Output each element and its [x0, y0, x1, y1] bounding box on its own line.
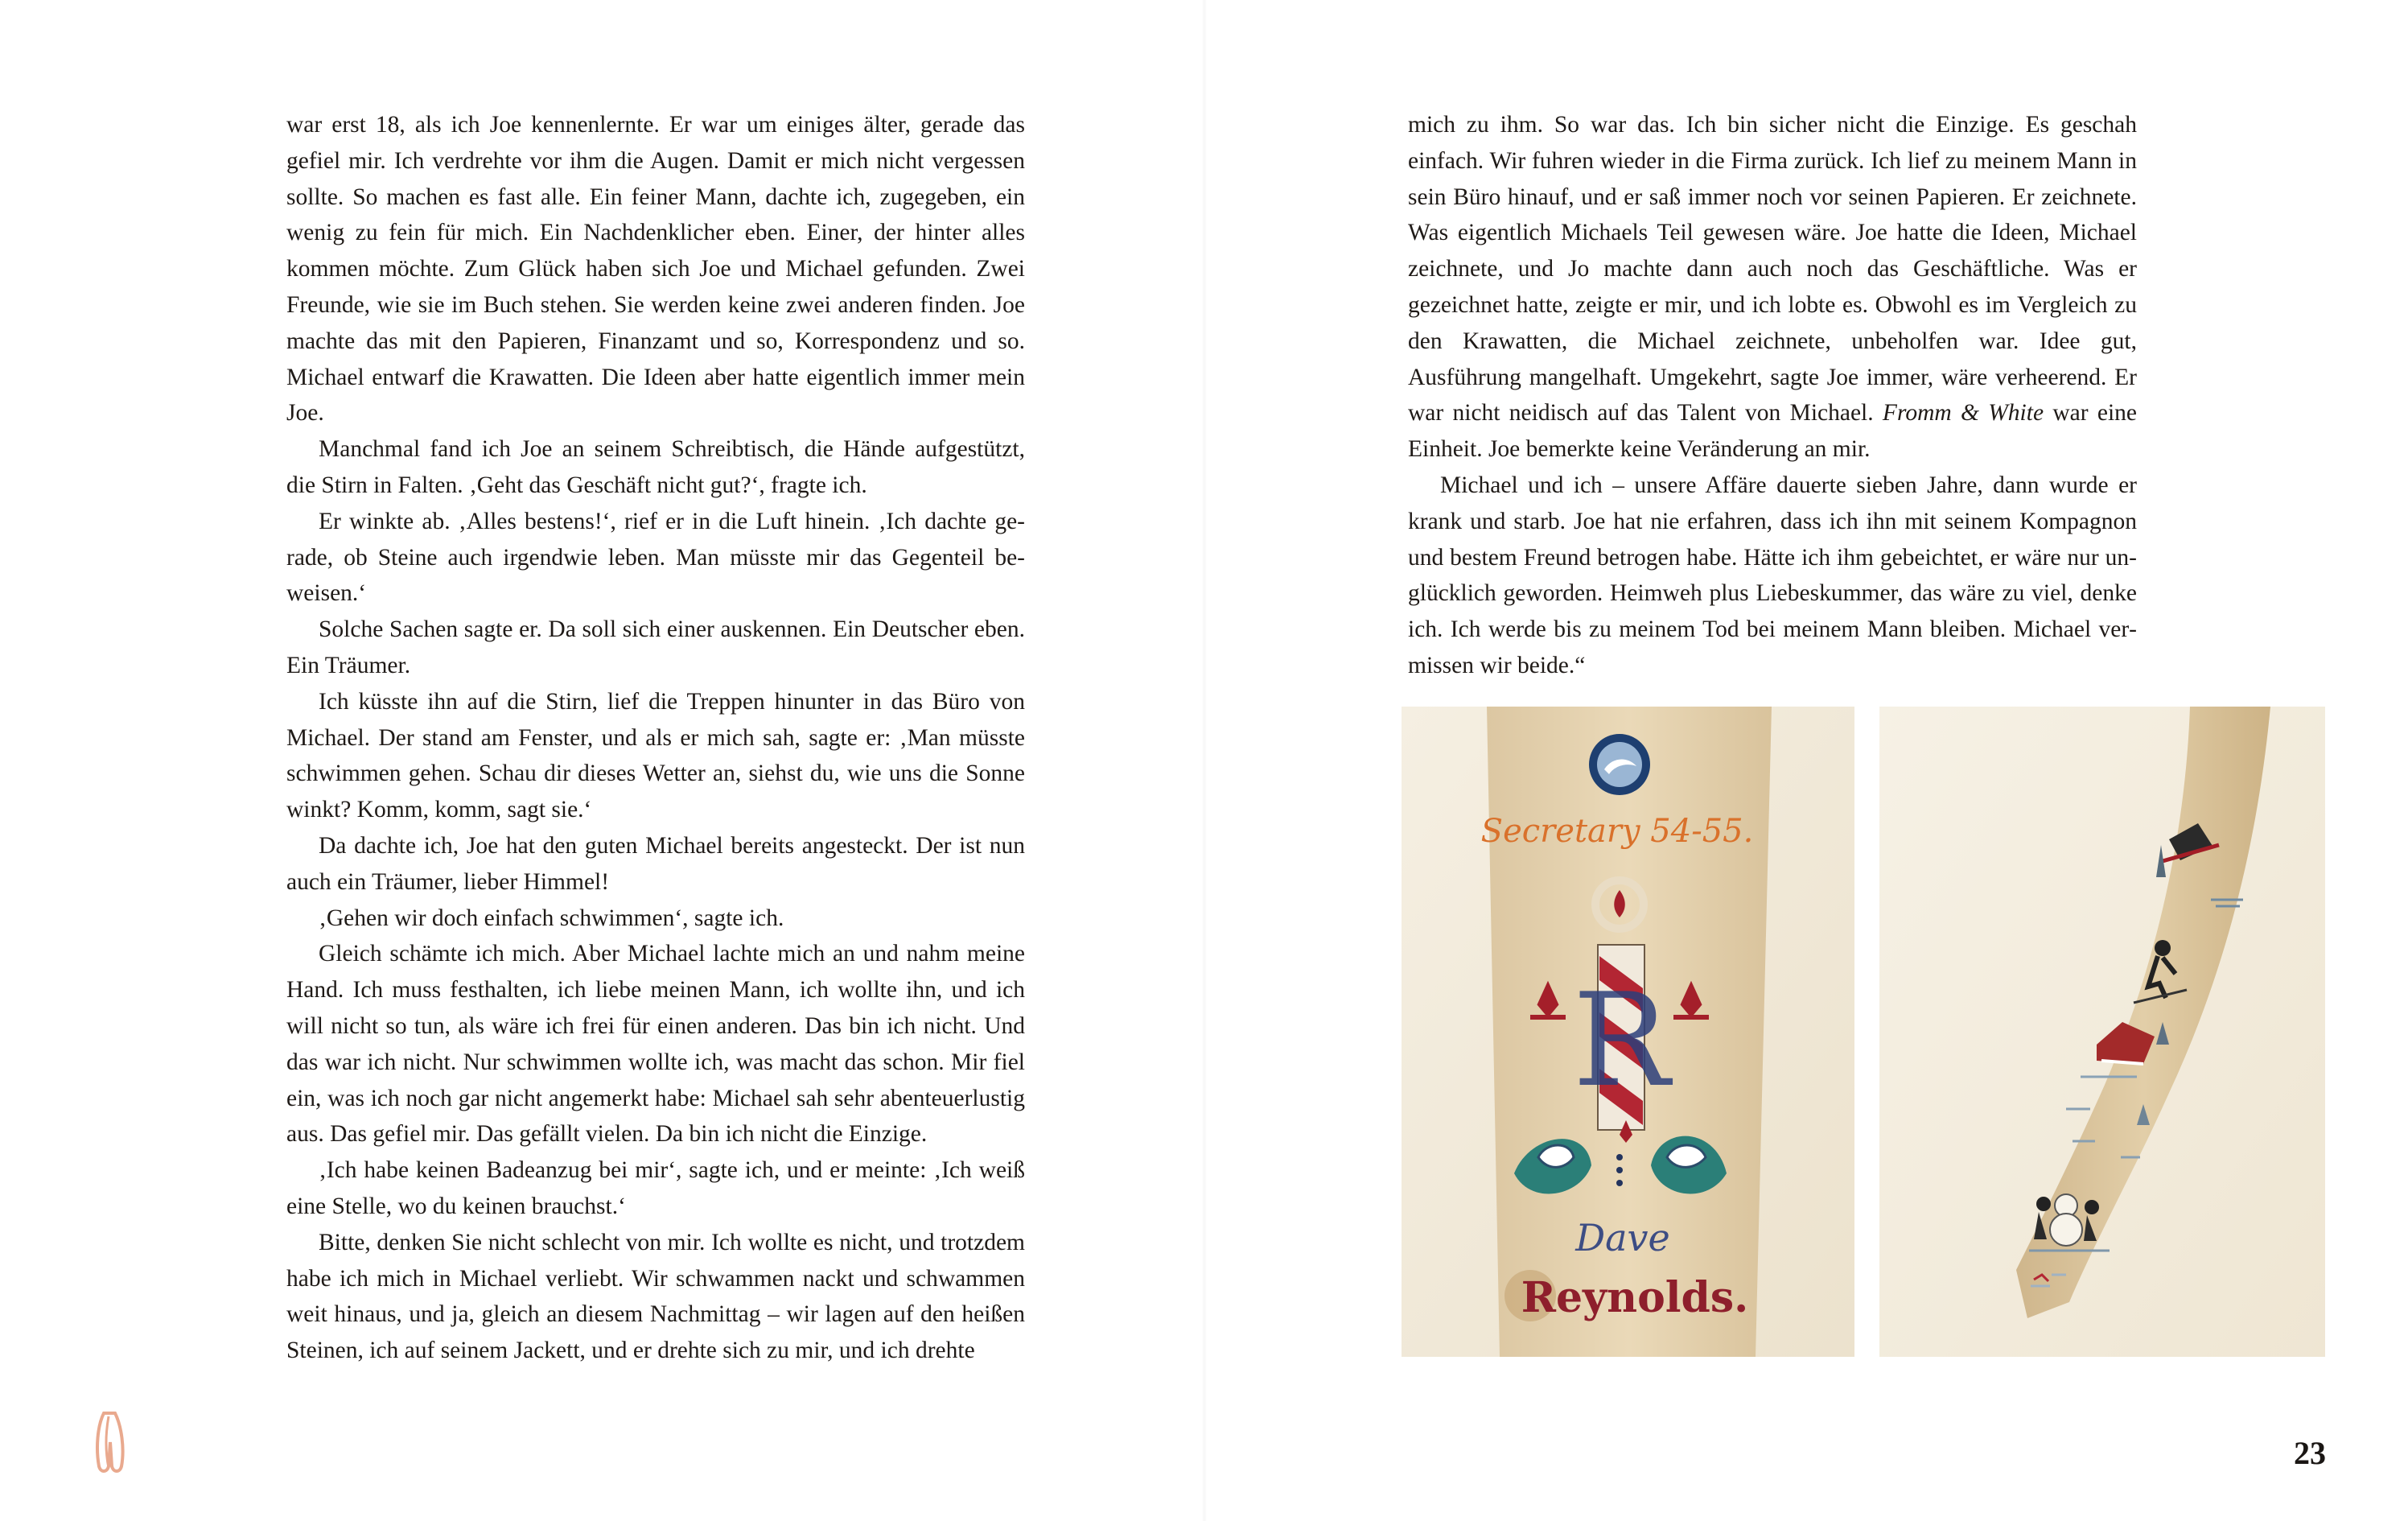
paragraph: Manchmal fand ich Joe an seinem Schreibtisch, die Hände aufgestützt, die Stirn in Falten. ‚Geht das Geschäft nicht gut?‘, fragte ich.	[286, 436, 1025, 498]
paragraph: Michael und ich – unsere Affäre dauerte sieben Jahre, dann wurde er krank und starb. Joe hat nie erfahren, dass ich ihn mit seinem Kompagnon und bestem Freund betrogen habe. Hätte ich ihm gebeichtet, er wäre nur unglücklich geworden. Heimweh plus Liebeskummer, das wäre zu viel, denke ich. Ich werde bis zu meinem Tod bei meinem Mann bleiben. Michael vermissen wir beide.“	[1408, 472, 2137, 678]
brand-name: Fromm & White	[1882, 400, 2044, 427]
paragraph: war erst 18, als ich Joe kennenlernte. Er war um einiges älter, gerade das gefiel mir. Ich verdrehte vor ihm die Augen. Damit er mich nicht vergessen sollte. So machen es fast alle. Ein feiner Mann, dachte ich, zugegeben, ein wenig zu fein für mich. Ein Nachdenklicher eben. Einer, der hinter alles kommen möchte. Zum Glück haben sich Joe und Michael gefunden. Zwei Freunde, wie sie im Buch stehen. Sie werden keine zwei anderen finden. Joe machte das mit den Papieren, Finanzamt und so, Korrespondenz und so. Michael entwarf die Krawatten. Die Ideen aber hatte eigentlich immer mein Joe.	[286, 112, 1025, 427]
tie-photo-winter	[1879, 707, 2325, 1357]
paragraph: Solche Sachen sagte er. Da soll sich einer auskennen. Ein Deutscher eben. Ein Träumer.	[286, 616, 1025, 678]
page-number: 23	[2294, 1435, 2326, 1471]
tie-text-secretary: Secretary 54-55.	[1480, 813, 1754, 850]
paragraph-text: mich zu ihm. So war das. Ich bin sicher nicht die Einzige. Es geschah einfach. Wir fuhren wieder in die Firma zurück. Ich lief zu meinem Mann in sein Büro hinauf, und er saß immer noch vor seinen Papieren. Er zeichnete. Was eigentlich Michaels Teil gewesen wäre. Joe hatte die Ideen, Michael zeichnete, und Jo machte dann auch noch das Geschäftliche. Was er gezeichnet hatte, zeigte er mir, und ich lobte es. Obwohl es im Vergleich zu den Krawatten, die Michael zeichnete, unbeholfen war. Idee gut, Ausführung mangelhaft. Umgekehrt, sagte Joe immer, wäre verheerend. Er war nicht neidisch auf das Talent von Michael.	[1408, 112, 2137, 427]
tie-text-dave: Dave	[1575, 1216, 1670, 1259]
tie-monogram: R	[1572, 965, 1670, 1115]
paragraph: Gleich schämte ich mich. Aber Michael lachte mich an und nahm meine Hand. Ich muss festhalten, ich liebe meinen Mann, ich wollte ihn, und ich will nicht so tun, als wäre ich frei für einen anderen. Das bin ich nicht. Und das war ich nicht. Nur schwimmen wollte ich, was macht das schon. Mir fiel ein, was ich noch gar nicht angemerkt habe: Michael sah sehr abenteuerlustig aus. Das gefiel mir. Das gefällt vielen. Da bin ich nicht die Einzige.	[286, 941, 1025, 1148]
bookmark-ribbon-icon	[93, 1410, 128, 1474]
paragraph: Bitte, denken Sie nicht schlecht von mir. Ich wollte es nicht, und trotzdem habe ich mich in Michael verliebt. Wir schwammen nackt und schwammen weit hinaus, und ja, gleich an diesem Nachmittag – wir lagen auf den heißen Steinen, ich auf seinem Jackett, und er drehte sich zu mir, und ich drehte	[286, 1229, 1025, 1364]
paragraph: ‚Ich habe keinen Badeanzug bei mir‘, sagte ich, und er meinte: ‚Ich weiß eine Stelle, wo du keinen brauchst.‘	[286, 1157, 1025, 1219]
right-text-column	[1408, 107, 2137, 684]
right-page	[1204, 0, 2408, 1521]
paragraph: Ich küsste ihn auf die Stirn, lief die Treppen hinunter in das Büro von Michael. Der stand am Fenster, und als er mich sah, sagte er: ‚Man müsste schwimmen gehen. Schau dir dieses Wetter an, siehst du, wie uns die Sonne winkt? Komm, komm, sagt sie.‘	[286, 688, 1025, 823]
paragraph: Er winkte ab. ‚Alles bestens!‘, rief er in die Luft hinein. ‚Ich dachte gerade, ob Steine auch irgendwie leben. Man müsste mir das Gegenteil beweisen.‘	[286, 508, 1025, 607]
paragraph: Da dachte ich, Joe hat den guten Michael bereits angesteckt. Der ist nun auch ein Träumer, lieber Himmel!	[286, 832, 1025, 895]
tie-text-reynolds: Reynolds.	[1521, 1273, 1749, 1322]
paragraph	[1408, 107, 2137, 468]
paragraph-text: war eine Einheit. Joe bemerkte keine Veränderung an mir.	[1408, 400, 2137, 463]
left-text-column	[286, 107, 1025, 1369]
paragraph: ‚Gehen wir doch einfach schwimmen‘, sagte ich.	[319, 905, 784, 931]
tie-photo-secretary	[1402, 707, 1854, 1357]
